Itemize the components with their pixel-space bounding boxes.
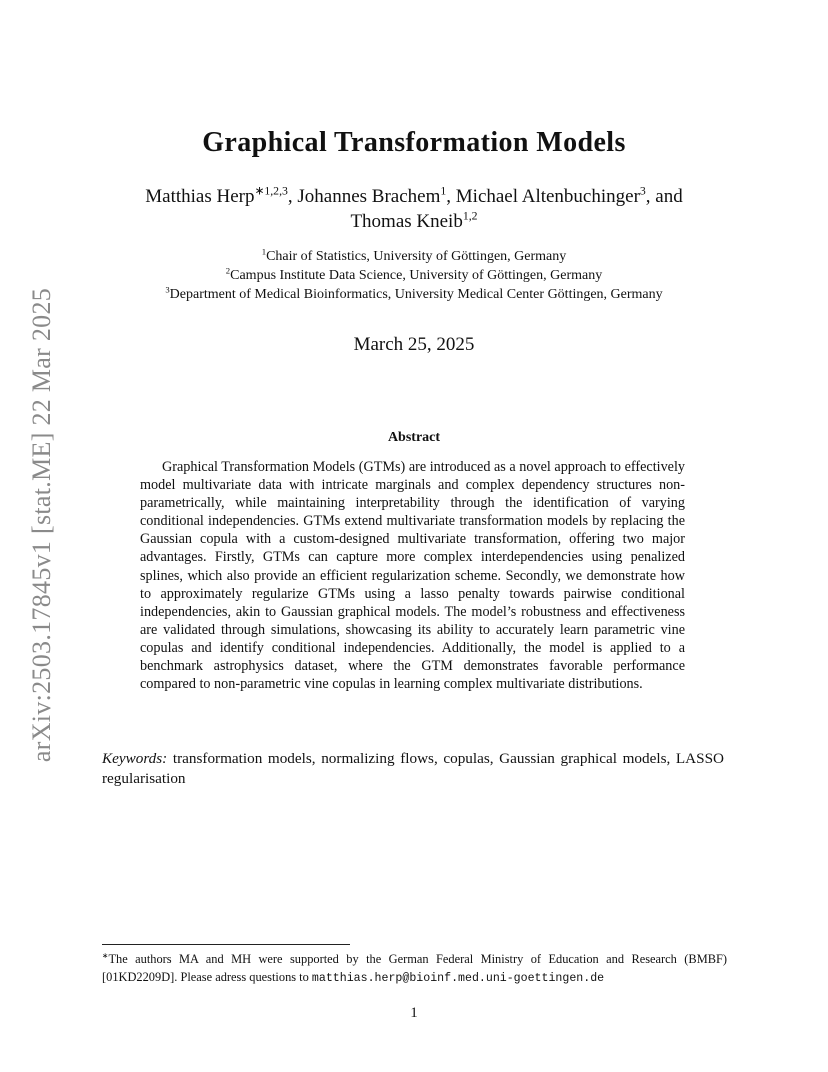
affiliation-line bbox=[90, 285, 738, 304]
author-name: Johannes Brachem bbox=[297, 186, 441, 207]
footnote-divider bbox=[102, 944, 350, 945]
affiliation-marker: 1 bbox=[261, 246, 267, 257]
affiliation-text: Campus Institute Data Science, University of Göttingen, Germany bbox=[230, 268, 603, 283]
footnote-text: The authors MA and MH were supported by the German Federal Ministry of Education and Research (BMBF) [01KD2209D]. Please adress questions to bbox=[102, 952, 727, 984]
author-affiliation-marker: 1 bbox=[440, 184, 447, 198]
publication-date: March 25, 2025 bbox=[353, 334, 475, 355]
affiliation-list bbox=[90, 247, 738, 304]
keywords-section bbox=[102, 749, 724, 789]
affiliation-marker: 3 bbox=[165, 284, 170, 295]
author-affiliation-marker: 3 bbox=[639, 184, 646, 198]
keywords-label: Keywords: bbox=[102, 750, 168, 767]
affiliation-marker: 2 bbox=[225, 265, 231, 276]
affiliation-text: Chair of Statistics, University of Göttingen, Germany bbox=[266, 249, 567, 264]
abstract-heading: Abstract bbox=[387, 430, 441, 445]
author-name: Matthias Herp bbox=[145, 186, 255, 207]
author-conjunction: , and bbox=[645, 186, 683, 207]
author-list: Matthias Herp$^{∗1,2,3}$, Johannes Brachem$^1$, Michael Altenbuchinger$^3$, and Thomas Kneib$^{1,2}$ bbox=[145, 184, 683, 232]
contact-email: matthias.herp@bioinf.med.uni-goettingen.de bbox=[311, 972, 605, 985]
footnote-marker: ∗ bbox=[102, 950, 109, 960]
author-affiliation-marker: ∗1,2,3 bbox=[254, 184, 288, 198]
page-number: 1 bbox=[410, 1005, 418, 1021]
affiliation-line bbox=[90, 247, 738, 266]
paper-title: Graphical Transformation Models bbox=[202, 127, 626, 158]
author-name: Michael Altenbuchinger bbox=[455, 186, 640, 207]
affiliation-line bbox=[90, 266, 738, 285]
author-affiliation-marker: 1,2 bbox=[462, 209, 478, 223]
funding-footnote bbox=[102, 950, 727, 988]
keywords-text: transformation models, normalizing flows, copulas, Gaussian graphical models, LASSO regularisation bbox=[102, 750, 724, 787]
abstract-body: Graphical Transformation Models (GTMs) are introduced as a novel approach to effectively model multivariate data with intricate marginals and complex dependency structures non-parametrically, while maintaining interpretability through the identification of varying conditional independencies. GTMs extend multivariate transformation models by replacing the Gaussian copula with a custom-designed multivariate transformation, offering two major advantages. Firstly, GTMs can capture more complex interdependencies using penalized splines, which also provide an efficient regularization scheme. Secondly, we demonstrate how to approximately regularize GTMs using a lasso penalty towards pairwise conditional independencies, akin to Gaussian graphical models. The model’s robustness and effectiveness are validated through simulations, showcasing its ability to accurately learn parametric vine copulas and identify conditional independencies. Additionally, the model is applied to a benchmark astrophysics dataset, where the GTM demonstrates favorable performance compared to non-parametric vine copulas in learning complex multivariate distributions. bbox=[140, 459, 685, 693]
arxiv-identifier-text: arXiv:2503.17845v1 [stat.ME] 22 Mar 2025 bbox=[27, 287, 56, 763]
author-name: Thomas Kneib bbox=[350, 211, 463, 232]
affiliation-text: Department of Medical Bioinformatics, University Medical Center Göttingen, Germany bbox=[169, 287, 663, 302]
